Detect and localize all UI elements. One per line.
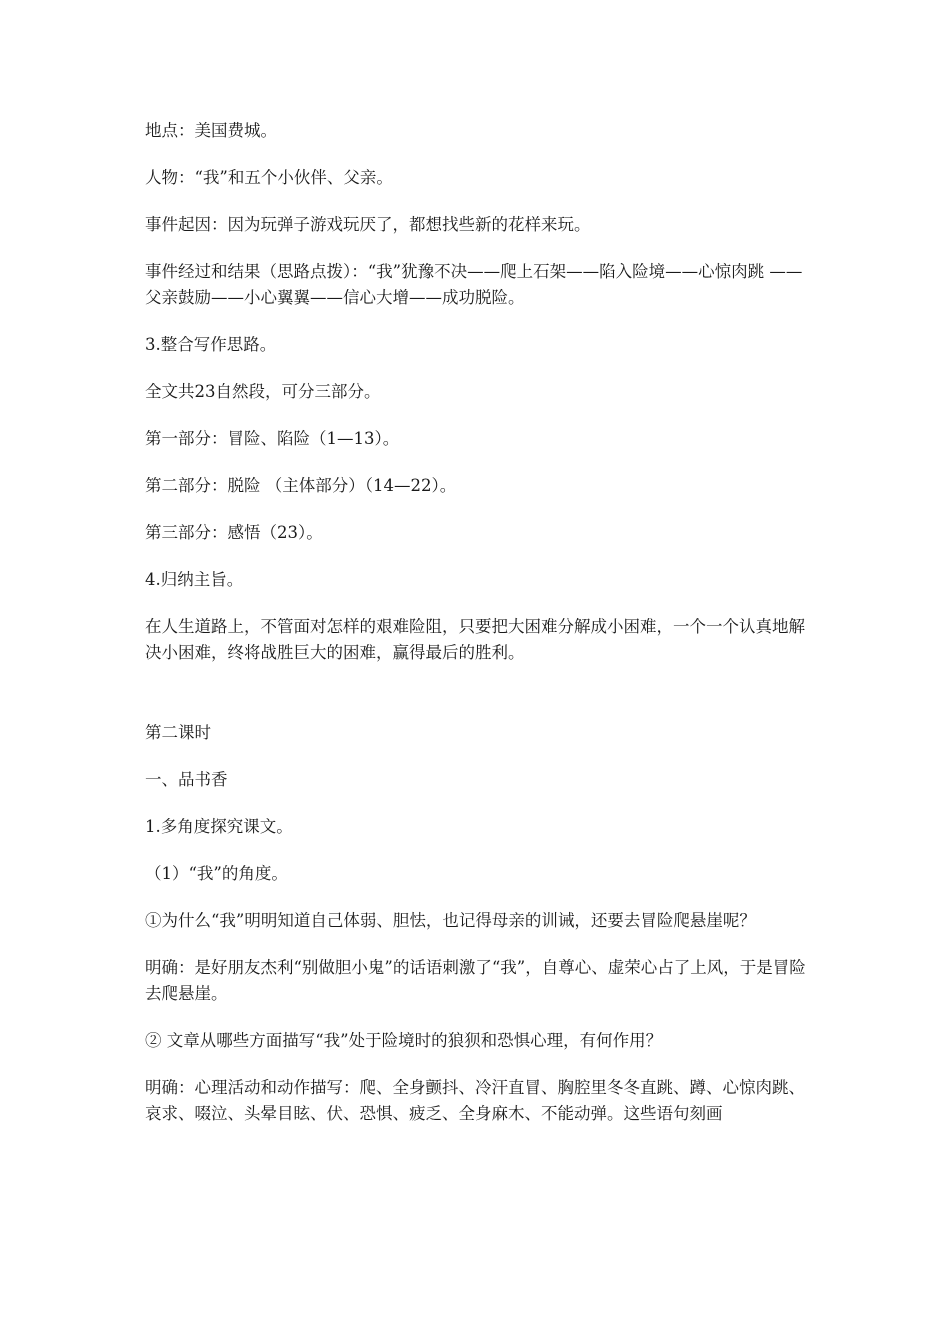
paragraph-theme: 在人生道路上，不管面对怎样的艰难险阻，只要把大困难分解成小困难，一个一个认真地解决小困难，终将战胜巨大的困难，赢得最后的胜利。 [145, 617, 805, 662]
paragraph-part-two: 第二部分：脱险 （主体部分）（14—22）。 [145, 476, 457, 495]
paragraph-perspective-me: （1）“我”的角度。 [145, 864, 288, 883]
paragraph-event-cause: 事件起因：因为玩弹子游戏玩厌了，都想找些新的花样来玩。 [145, 215, 591, 234]
paragraph-answer-one: 明确：是好朋友杰利“别做胆小鬼”的话语刺激了“我”，自尊心、虚荣心占了上风，于是冒险去爬悬崖。 [145, 958, 806, 1003]
paragraph-part-three: 第三部分：感悟（23）。 [145, 523, 323, 542]
paragraph-answer-two: 明确：心理活动和动作描写：爬、全身颤抖、冷汗直冒、胸腔里冬冬直跳、蹲、心惊肉跳、哀求、啜泣、头晕目眩、伏、恐惧、疲乏、全身麻木、不能动弹。这些语句刻画 [145, 1078, 805, 1123]
paragraph-event-process: 事件经过和结果（思路点拨）：“我”犹豫不决——爬上石架——陷入险境——心惊肉跳 ——父亲鼓励——小心翼翼——信心大增——成功脱险。 [145, 262, 803, 307]
paragraph-section-one: 一、品书香 [145, 770, 228, 789]
paragraph-heading-theme: 4.归纳主旨。 [145, 570, 244, 589]
paragraph-question-two: ② 文章从哪些方面描写“我”处于险境时的狼狈和恐惧心理，有何作用？ [145, 1031, 663, 1050]
paragraph-explore-text: 1.多角度探究课文。 [145, 817, 293, 836]
paragraph-lesson-two-title: 第二课时 [145, 723, 211, 742]
paragraph-heading-structure: 3.整合写作思路。 [145, 335, 277, 354]
paragraph-part-one: 第一部分：冒险、陷险（1—13）。 [145, 429, 400, 448]
paragraph-characters: 人物：“我”和五个小伙伴、父亲。 [145, 168, 393, 187]
document-page [145, 118, 811, 1148]
paragraph-location: 地点：美国费城。 [145, 121, 277, 140]
paragraph-structure-summary: 全文共23自然段，可分三部分。 [145, 382, 381, 401]
paragraph-question-one: ①为什么“我”明明知道自己体弱、胆怯，也记得母亲的训诫，还要去冒险爬悬崖呢？ [145, 911, 756, 930]
